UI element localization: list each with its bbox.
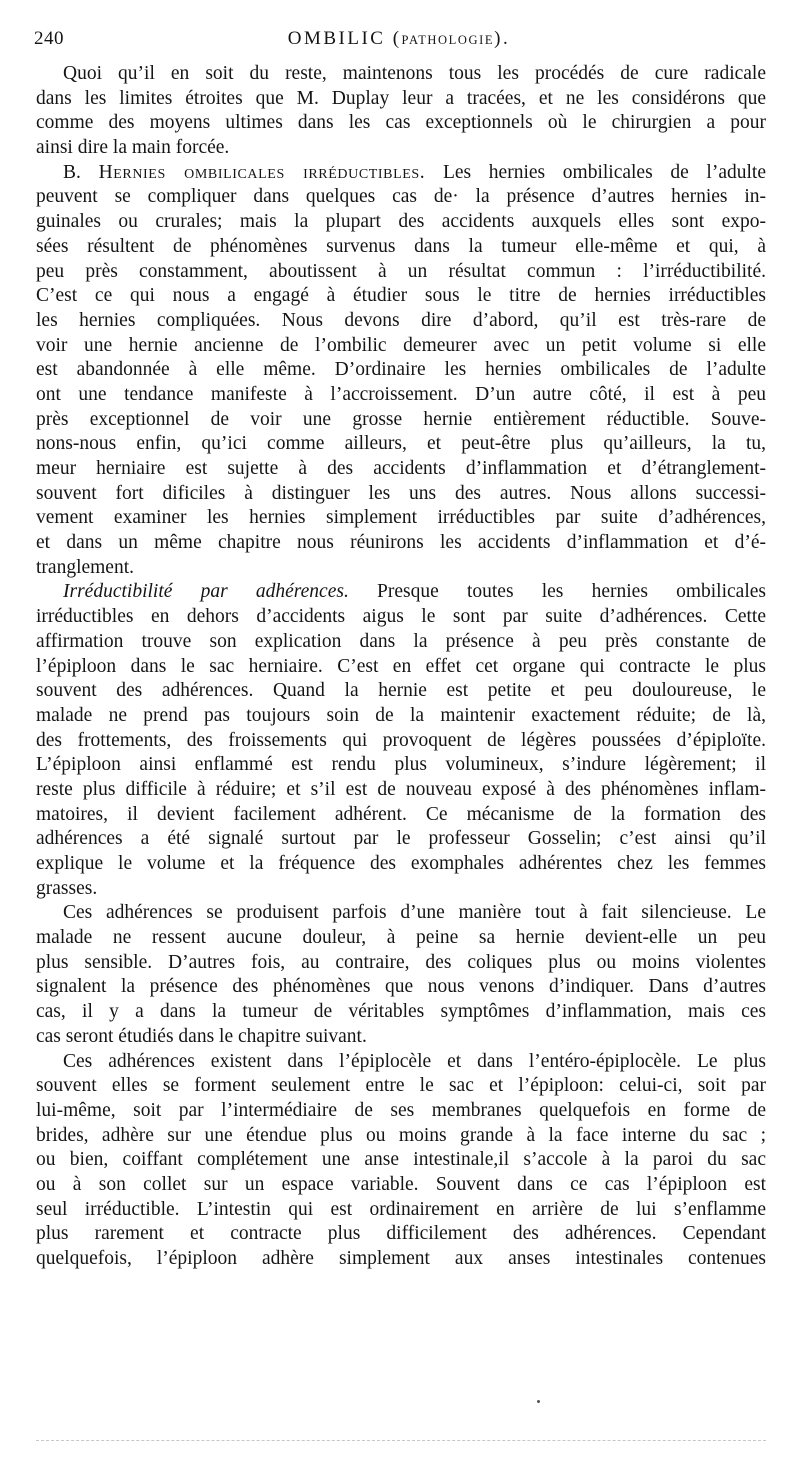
text-line: [36, 1050, 766, 1075]
line-text: Ces adhérences existent dans l’épiplocèle et dans l’entéro-épiplocèle. Le plus: [63, 1050, 766, 1072]
line-text-rest: Presque toutes les hernies ombilicales: [348, 581, 766, 603]
line-text: des frottements, des froissements qui provoquent de légères poussées d’épiploïte.: [36, 729, 766, 751]
text-line: [36, 1124, 766, 1149]
text-line: [36, 1247, 766, 1272]
line-text: plus sensible. D’autres fois, au contraire, des coliques plus ou moins violentes: [36, 951, 766, 973]
text-line: [36, 457, 766, 482]
text-line: [36, 655, 766, 680]
bottom-bleed-through-line: [36, 1440, 766, 1441]
text-line: [36, 901, 766, 926]
section-heading-smallcaps: Hernies ombilicales irréductibles.: [98, 161, 426, 183]
line-text: vement examiner les hernies simplement irréductibles par suite d’adhérences,: [36, 507, 766, 529]
text-line: [36, 1099, 766, 1124]
text-line: [36, 704, 766, 729]
line-text: tranglement.: [36, 556, 135, 578]
line-text: Ces adhérences se produisent parfois d’une manière tout à fait silencieuse. Le: [63, 902, 766, 924]
text-line: [36, 1222, 766, 1247]
text-line: [36, 334, 766, 359]
running-title-end: ).: [494, 28, 511, 49]
text-line: [36, 1074, 766, 1099]
line-text: peuvent se compliquer dans quelques cas de· la présence d’autres hernies in-: [36, 186, 766, 208]
text-line: [36, 506, 766, 531]
line-text: voir une hernie ancienne de l’ombilic demeurer avec un petit volume si elle: [36, 334, 766, 356]
text-line: [36, 753, 766, 778]
line-text: guinales ou crurales; mais la plupart des accidents auxquels elles sont expo-: [36, 211, 766, 233]
text-line: [36, 111, 766, 136]
text-line: [36, 1148, 766, 1173]
line-text: C’est ce qui nous a engagé à étudier sous le titre de hernies irréductibles: [36, 285, 766, 307]
line-text: ainsi dire la main forcée.: [36, 137, 230, 159]
line-text: B.: [63, 161, 99, 183]
text-line: [36, 87, 766, 112]
text-line: [36, 482, 766, 507]
text-line: [36, 926, 766, 951]
line-text: L’épiploon ainsi enflammé est rendu plus volumineux, s’indure légèrement; il: [36, 754, 766, 776]
section-heading-italic: Irréductibilité par adhérences.: [63, 581, 349, 603]
line-text: et dans un même chapitre nous réunirons les accidents d’inflammation et d’é-: [36, 532, 766, 554]
line-text: cas, il y a dans la tumeur de véritables symptômes d’inflammation, mais ces: [36, 1001, 766, 1023]
text-line: [36, 1000, 766, 1025]
text-line: [36, 556, 766, 581]
line-text: plus rarement et contracte plus difficilement des adhérences. Cependant: [36, 1223, 766, 1245]
text-line: [36, 1025, 766, 1050]
text-line: [36, 432, 766, 457]
text-line: [36, 161, 766, 186]
line-text: seul irréductible. L’intestin qui est ordinairement en arrière de lui s’enflamme: [36, 1198, 766, 1220]
text-line: [36, 852, 766, 877]
text-line: [36, 1173, 766, 1198]
line-text: brides, adhère sur une étendue plus ou moins grande à la face interne du sac ;: [36, 1124, 766, 1146]
text-line: [36, 210, 766, 235]
running-title-subtitle: PATHOLOGIE: [401, 33, 495, 47]
line-text: quelquefois, l’épiploon adhère simplement aux anses intestinales contenues: [36, 1248, 766, 1269]
text-line: [36, 408, 766, 433]
text-line: [36, 309, 766, 334]
body-text: [36, 62, 766, 1272]
line-text: dans les limites étroites que M. Duplay leur a tracées, et ne les considérons que: [36, 87, 766, 109]
text-line: [36, 729, 766, 754]
line-text: grasses.: [36, 877, 98, 899]
line-text: souvent fort dificiles à distinguer les uns des autres. Nous allons successi-: [36, 482, 766, 504]
text-line: [36, 136, 766, 161]
line-text: les hernies compliquées. Nous devons dire d’abord, qu’il est très-rare de: [36, 309, 766, 331]
text-line: [36, 531, 766, 556]
text-line: [36, 679, 766, 704]
line-text: lui-même, soit par l’intermédiaire de ses membranes quelquefois en forme de: [36, 1099, 766, 1121]
text-line: [36, 951, 766, 976]
text-line: [36, 827, 766, 852]
line-text: cas seront étudiés dans le chapitre suivant.: [36, 1025, 367, 1047]
line-text: comme des moyens ultimes dans les cas exceptionnels où le chirurgien a pour: [36, 112, 766, 134]
line-text: meur herniaire est sujette à des accidents d’inflammation et d’étranglement-: [36, 458, 766, 479]
line-text: peu près constamment, aboutissent à un résultat commun : l’irréductibilité.: [36, 260, 766, 282]
text-line: [36, 358, 766, 383]
running-title: [34, 28, 764, 50]
line-text: ou bien, coiffant complétement une anse intestinale,il s’accole à la paroi du sac: [36, 1149, 766, 1171]
line-text: nons-nous enfin, qu’ici comme ailleurs, et peut-être plus qu’ailleurs, la tu,: [36, 433, 766, 455]
line-text: malade ne ressent aucune douleur, à peine sa hernie devient-elle un peu: [36, 927, 766, 949]
ink-speck: [537, 1400, 540, 1403]
text-line: [36, 605, 766, 630]
line-text: est abandonnée à elle même. D’ordinaire les hernies ombilicales de l’adulte: [36, 359, 766, 381]
page-number: 240: [34, 28, 64, 49]
text-line: [36, 778, 766, 803]
line-text: malade ne prend pas toujours soin de la maintenir exactement réduite; de là,: [36, 704, 766, 726]
line-text: matoires, il devient facilement adhérent. Ce mécanisme de la formation des: [36, 803, 766, 825]
line-text: près exceptionnel de voir une grosse hernie entièrement réductible. Souve-: [36, 408, 766, 430]
text-line: [36, 580, 766, 605]
line-text: souvent elles se forment seulement entre le sac et l’épiploon: celui-ci, soit par: [36, 1075, 766, 1097]
line-text: signalent la présence des phénomènes que nous venons d’indiquer. Dans d’autres: [36, 976, 766, 998]
line-text: ou à son collet sur un espace variable. Souvent dans ce cas l’épiploon est: [36, 1173, 766, 1195]
line-text: l’épiploon dans le sac herniaire. C’est en effet cet organe qui contracte le plus: [36, 655, 766, 677]
text-line: [36, 185, 766, 210]
line-text: ont une tendance manifeste à l’accroissement. D’un autre côté, il est à peu: [36, 383, 766, 405]
line-text: sées résultent de phénomènes survenus dans la tumeur elle-même et qui, à: [36, 235, 766, 257]
text-line: [36, 630, 766, 655]
text-line: [36, 235, 766, 260]
text-line: [36, 260, 766, 285]
line-text: Quoi qu’il en soit du reste, maintenons tous les procédés de cure radicale: [63, 63, 766, 84]
text-line: [36, 62, 766, 87]
line-text-rest: Les hernies ombilicales de l’adulte: [425, 161, 766, 183]
line-text: reste plus difficile à réduire; et s’il est de nouveau exposé à des phénomènes inflam-: [36, 778, 766, 800]
text-line: [36, 383, 766, 408]
text-line: [36, 877, 766, 902]
line-text: affirmation trouve son explication dans la présence à peu près constante de: [36, 630, 766, 652]
running-header: [34, 28, 764, 58]
line-text: souvent des adhérences. Quand la hernie est petite et peu douloureuse, le: [36, 680, 766, 702]
text-line: [36, 975, 766, 1000]
running-title-main: OMBILIC (: [287, 28, 402, 49]
line-text: adhérences a été signalé surtout par le professeur Gosselin; c’est ainsi qu’il: [36, 828, 766, 850]
text-line: [36, 803, 766, 828]
text-line: [36, 284, 766, 309]
line-text: irréductibles en dehors d’accidents aigus le sont par suite d’adhérences. Cette: [36, 606, 766, 628]
line-text: explique le volume et la fréquence des exomphales adhérentes chez les femmes: [36, 853, 766, 874]
text-line: [36, 1198, 766, 1223]
